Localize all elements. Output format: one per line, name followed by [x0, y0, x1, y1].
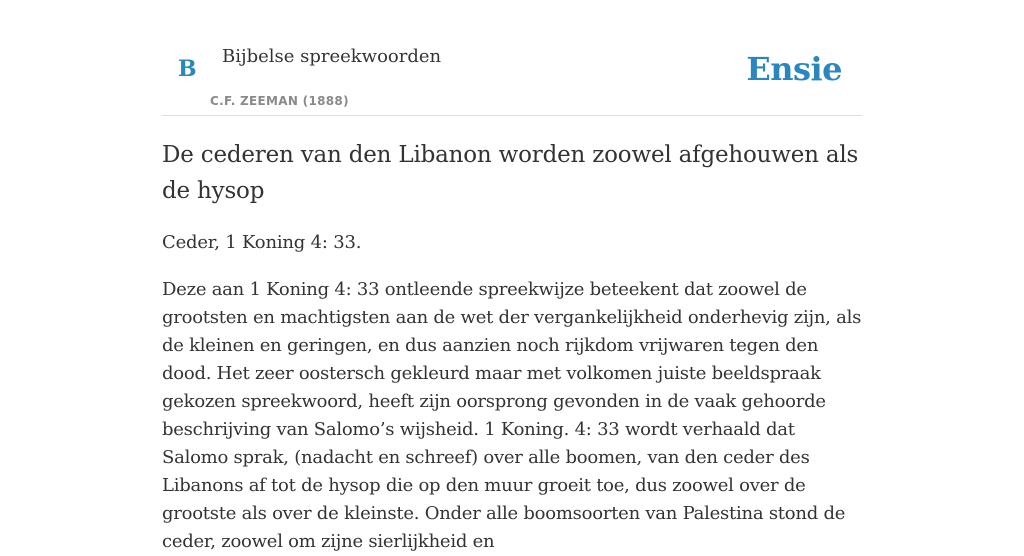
entry-title: De cederen van den Libanon worden zoowel afgehouwen als de hysop: [162, 142, 859, 204]
book-badge-icon[interactable]: B: [178, 56, 197, 82]
book-header: [162, 30, 862, 116]
entry-body: Deze aan 1 Koning 4: 33 ontleende spreekwijze beteekent dat zoowel de grootsten en machtigsten aan de wet der vergankelijkheid onderhevig zijn, als de kleinen en geringen, en dus aanzien noch rijkdom vrijwaren tegen den dood. Het zeer oostersch gekleurd maar met volkomen juiste beeldspraak gekozen spreekwoord, heeft zijn oorsprong gevonden in de vaak gehoorde beschrijving van Salomo’s wijsheid. 1 Koning. 4: 33 wordt verhaald dat Salomo sprak, (nadacht en schreef) over alle boomen, van den ceder des Libanons af tot de hysop die op den muur groeit toe, dus zoowel over de grootste als over de kleinste. Onder alle boomsoorten van Palestina stond de ceder, zoowel om zijne sierlijkheid en: [162, 279, 862, 552]
book-title-link[interactable]: Bijbelse spreekwoorden: [222, 46, 442, 67]
entry-article: [162, 137, 862, 556]
book-author: C.F. ZEEMAN (1888): [210, 94, 349, 108]
ensie-logo[interactable]: Ensie: [746, 50, 842, 88]
entry-reference: Ceder, 1 Koning 4: 33.: [162, 232, 362, 253]
